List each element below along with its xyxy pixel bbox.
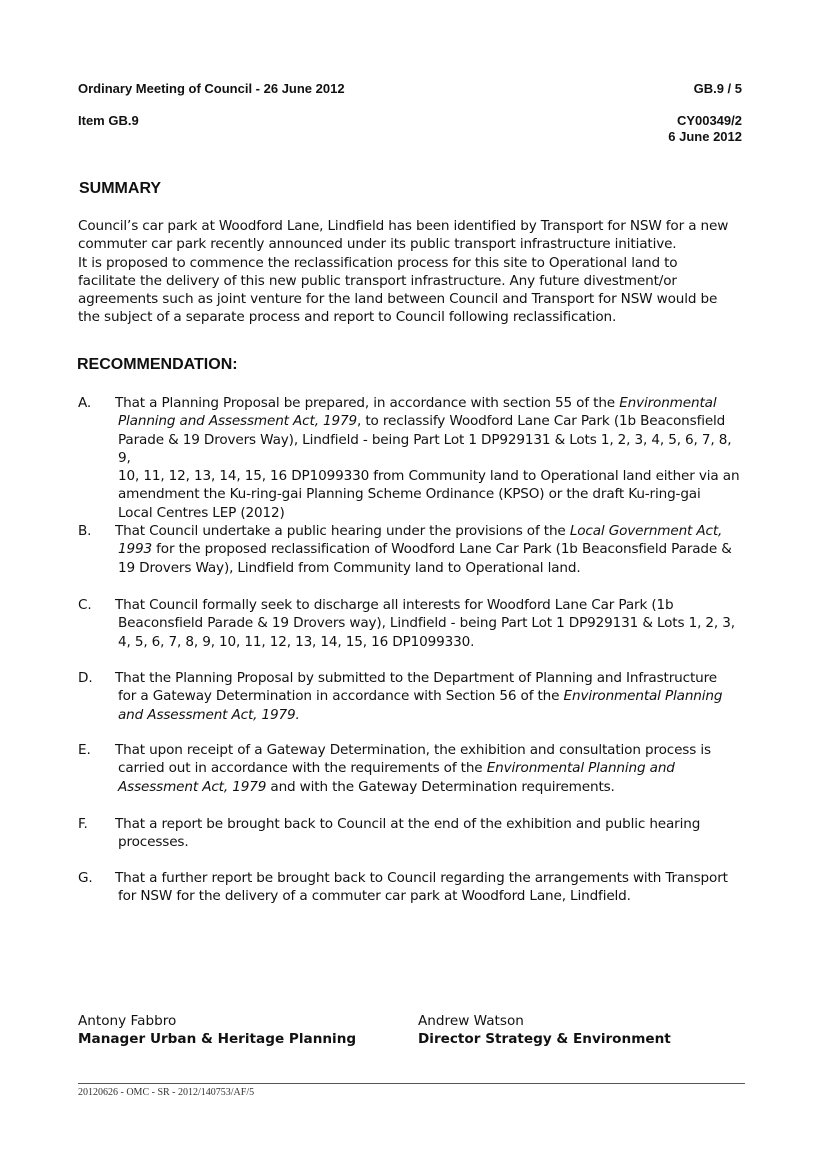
recommendation-letter: E. — [78, 742, 91, 758]
recommendation-segment: 19 Drovers Way), Lindfield from Community land to Operational land. — [118, 559, 581, 576]
recommendation-text — [115, 869, 745, 906]
recommendation-line — [115, 869, 745, 887]
recommendation-segment: That a report be brought back to Council at the end of the exhibition and public hearing — [115, 816, 701, 832]
recommendation-line — [115, 706, 745, 724]
recommendation-segment: carried out in accordance with the requirements of the — [118, 760, 487, 777]
recommendation-segment: Environmental — [619, 395, 717, 411]
recommendation-text — [115, 669, 745, 724]
summary-line: It is proposed to commence the reclassification process for this site to Operational land to — [78, 254, 678, 271]
summary-line: the subject of a separate process and report to Council following reclassification. — [78, 309, 617, 326]
summary-line: Council’s car park at Woodford Lane, Lindfield has been identified by Transport for NSW for a new — [78, 218, 729, 234]
recommendation-letter: D. — [78, 670, 93, 686]
summary-paragraph — [78, 217, 758, 327]
recommendation-segment: and with the Gateway Determination requirements. — [266, 778, 615, 795]
recommendation-segment: Assessment Act, 1979 — [118, 778, 267, 795]
recommendation-text — [115, 394, 745, 522]
recommendation-line — [115, 633, 745, 651]
recommendation-segment: That a Planning Proposal be prepared, in accordance with section 55 of the — [115, 395, 620, 411]
recommendation-segment: Parade & 19 Drovers Way), Lindfield - being Part Lot 1 DP929131 & Lots 1, 2, 3, 4, 5, 6, 7, 8, 9, — [118, 431, 732, 466]
report-date: 6 June 2012 — [668, 129, 742, 144]
summary-line: facilitate the delivery of this new public transport infrastructure. Any future divestment/or — [78, 272, 677, 289]
recommendation-segment: processes. — [118, 834, 189, 851]
recommendation-line — [115, 778, 745, 796]
recommendation-segment: That Council undertake a public hearing under the provisions of the — [115, 523, 570, 539]
recommendation-segment: That Council formally seek to discharge all interests for Woodford Lane Car Park (1b — [115, 597, 674, 613]
recommendation-segment: That a further report be brought back to Council regarding the arrangements with Transport — [115, 870, 728, 886]
summary-line: commuter car park recently announced under its public transport infrastructure initiative. — [78, 236, 677, 253]
footer-reference: 20120626 - OMC - SR - 2012/140753/AF/5 — [78, 1087, 255, 1098]
signatory-title: Manager Urban & Heritage Planning — [78, 1031, 357, 1047]
item-number: Item GB.9 — [78, 113, 139, 128]
summary-line: agreements such as joint venture for the land between Council and Transport for NSW would be — [78, 291, 718, 308]
recommendation-text — [115, 741, 745, 796]
recommendation-line — [115, 559, 745, 577]
recommendation-letter: B. — [78, 523, 92, 539]
recommendation-segment: for a Gateway Determination in accordance with Section 56 of the — [118, 688, 564, 705]
recommendation-segment: amendment the Ku-ring-gai Planning Scheme Ordinance (KPSO) or the draft Ku-ring-gai — [118, 486, 701, 503]
recommendation-line — [115, 522, 745, 540]
recommendation-line — [115, 815, 745, 833]
summary-heading: SUMMARY — [79, 180, 162, 197]
recommendation-line — [115, 394, 745, 412]
recommendation-segment: 4, 5, 6, 7, 8, 9, 10, 11, 12, 13, 14, 15, 16 DP1099330. — [118, 633, 475, 650]
recommendation-segment: Planning and Assessment Act, 1979 — [118, 413, 358, 430]
recommendation-segment: Environmental Planning — [563, 688, 723, 705]
recommendation-segment: Local Government Act, — [569, 523, 723, 539]
recommendation-line — [115, 669, 745, 687]
recommendation-line — [115, 759, 745, 777]
recommendation-segment: and Assessment Act, 1979. — [118, 706, 300, 723]
recommendation-line — [115, 412, 745, 430]
recommendation-heading: RECOMMENDATION: — [77, 356, 238, 373]
recommendation-letter: F. — [78, 816, 88, 832]
recommendation-line — [115, 467, 745, 485]
page-reference: GB.9 / 5 — [693, 81, 742, 96]
footer-divider — [78, 1083, 745, 1084]
signatory-name: Antony Fabbro — [78, 1013, 177, 1029]
recommendation-line — [115, 614, 745, 632]
signatory-name: Andrew Watson — [418, 1013, 524, 1029]
recommendation-segment: Environmental Planning and — [486, 760, 675, 777]
recommendation-text — [115, 815, 745, 852]
meeting-title: Ordinary Meeting of Council - 26 June 2012 — [78, 81, 345, 96]
recommendation-segment: 1993 — [118, 541, 152, 558]
recommendation-text — [115, 596, 745, 651]
recommendation-segment: That the Planning Proposal by submitted to the Department of Planning and Infrastructure — [115, 670, 717, 686]
recommendation-segment: for NSW for the delivery of a commuter car park at Woodford Lane, Lindfield. — [118, 888, 631, 905]
recommendation-line — [115, 540, 745, 558]
recommendation-segment: Local Centres LEP (2012) — [118, 504, 285, 521]
recommendation-line — [115, 431, 745, 468]
recommendation-line — [115, 741, 745, 759]
recommendation-segment: 10, 11, 12, 13, 14, 15, 16 DP1099330 from Community land to Operational land either via an — [118, 468, 740, 485]
recommendation-segment: That upon receipt of a Gateway Determination, the exhibition and consultation process is — [115, 742, 711, 758]
recommendation-line — [115, 687, 745, 705]
recommendation-line — [115, 596, 745, 614]
recommendation-segment: for the proposed reclassification of Woodford Lane Car Park (1b Beaconsfield Parade & — [152, 541, 732, 558]
signatory-title: Director Strategy & Environment — [418, 1031, 671, 1047]
recommendation-letter: G. — [78, 870, 93, 886]
recommendation-line — [115, 833, 745, 851]
recommendation-line — [115, 485, 745, 503]
recommendation-letter: C. — [78, 597, 92, 613]
recommendation-letter: A. — [78, 395, 92, 411]
file-reference: CY00349/2 — [676, 113, 742, 128]
recommendation-line — [115, 887, 745, 905]
recommendation-segment: Beaconsfield Parade & 19 Drovers way), Lindfield - being Part Lot 1 DP929131 & Lots 1, 2, 3, — [118, 615, 735, 632]
recommendation-line — [115, 504, 745, 522]
recommendation-segment: , to reclassify Woodford Lane Car Park (1b Beaconsfield — [357, 413, 726, 430]
recommendation-text — [115, 522, 745, 577]
